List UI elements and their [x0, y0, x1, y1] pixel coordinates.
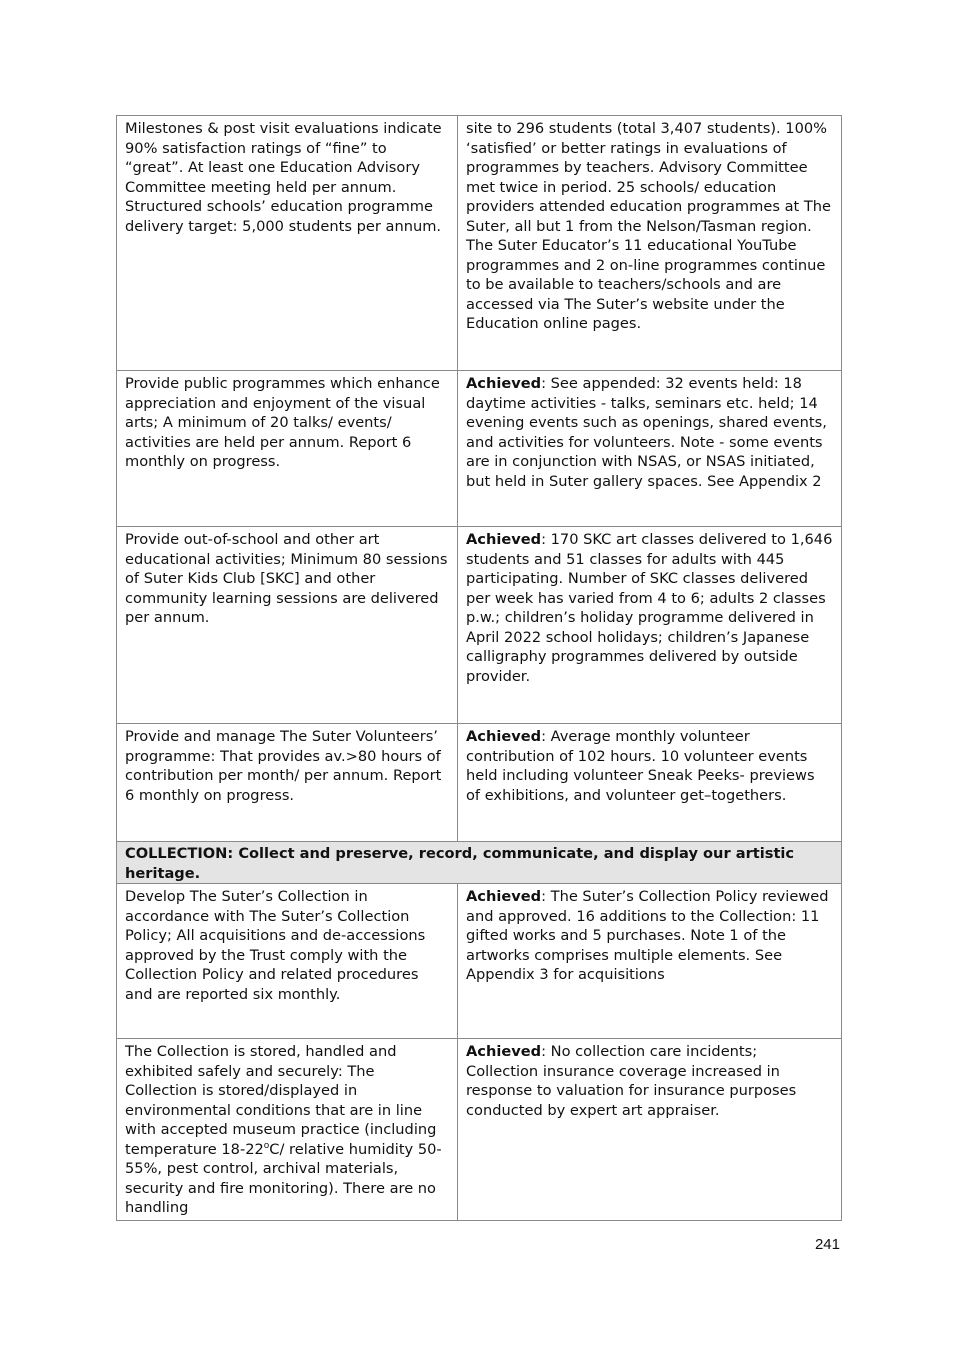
measure-cell: Provide out-of-school and other art educational activities; Minimum 80 sessions of Suter Kids Club [SKC] and other community learning sessions are delivered per annum.: [117, 527, 458, 724]
table-row: [117, 884, 842, 1039]
achieved-label: Achieved: [466, 531, 542, 548]
page-number: 241: [814, 1236, 840, 1253]
achieved-label: Achieved: [466, 728, 542, 745]
result-cell: site to 296 students (total 3,407 students). 100% ‘satisfied’ or better ratings in evaluations of programmes by teachers. Advisory Committee met twice in period. 25 schools/ education providers attended education programmes at The Suter, all but 1 from the Nelson/Tasman region. The Suter Educator’s 11 educational YouTube programmes and 2 on-line programmes continue to be available to teachers/schools and are accessed via The Suter’s website under the Education online pages.: [458, 116, 842, 371]
section-header-row: [117, 842, 842, 884]
section-title: COLLECTION: Collect and preserve, record, communicate, and display our artistic heritage.: [117, 842, 842, 884]
result-cell: Achieved: See appended: 32 events held: 18 daytime activities - talks, seminars etc. held; 14 evening events such as openings, shared events, and activities for volunteers. Note - some events are in conjunction with NSAS, or NSAS initiated, but held in Suter gallery spaces. See Appendix 2: [458, 371, 842, 527]
result-cell: Achieved: Average monthly volunteer contribution of 102 hours. 10 volunteer events held including volunteer Sneak Peeks- previews of exhibitions, and volunteer get–togethers.: [458, 724, 842, 842]
measure-cell: The Collection is stored, handled and exhibited safely and securely: The Collection is stored/displayed in environmental conditions that are in line with accepted museum practice (including temperature 18-22$^o$C/ relative humidity 50-55%, pest control, archival materials, security and fire monitoring). There are no handling: [117, 1039, 458, 1221]
measure-cell: Provide public programmes which enhance appreciation and enjoyment of the visual arts; A minimum of 20 talks/ events/ activities are held per annum. Report 6 monthly on progress.: [117, 371, 458, 527]
achieved-label: Achieved: [466, 375, 542, 392]
measure-cell: Develop The Suter’s Collection in accordance with The Suter’s Collection Policy; All acquisitions and de-accessions approved by the Trust comply with the Collection Policy and related procedures and are reported six monthly.: [117, 884, 458, 1039]
degree-symbol: o: [263, 1140, 270, 1151]
table-row: [117, 371, 842, 527]
table-row: [117, 527, 842, 724]
measure-cell: Milestones & post visit evaluations indicate 90% satisfaction ratings of “fine” to “great”. At least one Education Advisory Committee meeting held per annum. Structured schools’ education programme delivery target: 5,000 students per annum.: [117, 116, 458, 371]
measure-cell: Provide and manage The Suter Volunteers’ programme: That provides av.>80 hours of contribution per month/ per annum. Report 6 monthly on progress.: [117, 724, 458, 842]
table-row: [117, 724, 842, 842]
table-row: [117, 116, 842, 371]
table-row: [117, 1039, 842, 1221]
achieved-label: Achieved: [466, 1043, 542, 1060]
performance-table: [116, 115, 842, 1221]
achieved-label: Achieved: [466, 888, 542, 905]
result-cell: Achieved: 170 SKC art classes delivered to 1,646 students and 51 classes for adults with 445 participating. Number of SKC classes delivered per week has varied from 4 to 6; adults 2 classes p.w.; children’s holiday programme delivered in April 2022 school holidays; children’s Japanese calligraphy programmes delivered by outside provider.: [458, 527, 842, 724]
result-cell: Achieved: No collection care incidents; Collection insurance coverage increased in response to valuation for insurance purposes conducted by expert art appraiser.: [458, 1039, 842, 1221]
result-cell: Achieved: The Suter’s Collection Policy reviewed and approved. 16 additions to the Collection: 11 gifted works and 5 purchases. Note 1 of the artworks comprises multiple elements. See Appendix 3 for acquisitions: [458, 884, 842, 1039]
